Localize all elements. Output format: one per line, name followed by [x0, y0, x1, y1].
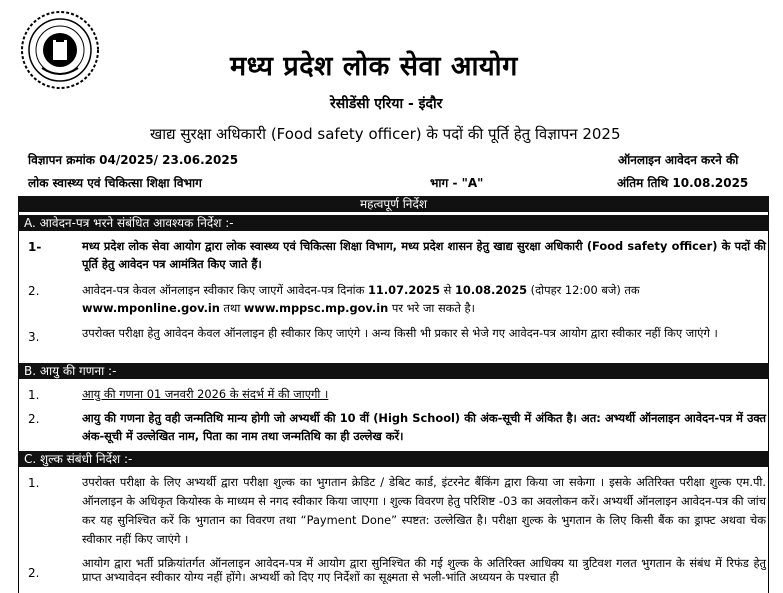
start-date: 11.07.2025: [367, 283, 441, 297]
important-instructions-heading: महत्वपूर्ण निर्देश: [18, 196, 769, 212]
ad-number: विज्ञापन क्रमांक 04/2025/ 23.06.2025: [28, 153, 239, 167]
left-border: [18, 196, 19, 593]
application-text: आवेदन-पत्र केवल ऑनलाइन स्वीकार किए जाएगें आवेदन-पत्र दिनांक: [82, 283, 365, 297]
time-text: (दोपहर 12:00 बजे) तक: [530, 283, 640, 297]
mponline-link[interactable]: www.mponline.gov.in: [82, 301, 220, 315]
item-number: 2.: [28, 284, 40, 298]
section-a-item-1: मध्य प्रदेश लोक सेवा आयोग द्वारा लोक स्वास्थ्य एवं चिकित्सा शिक्षा विभाग, मध्य प्रदेश शासन हेतु खाद्य सुरक्षा अधिकारी (Food safety officer) के पदों की पूर्ति हेतु आवेदन पत्र आमंत्रित किए जाते हैं।: [82, 239, 766, 271]
item-number: 1.: [28, 388, 40, 402]
last-date: अंतिम तिथि 10.08.2025: [617, 176, 749, 190]
advertisement-title: खाद्य सुरक्षा अधिकारी (Food safety officer) के पदों की पूर्ति हेतु विज्ञापन 2025: [150, 125, 621, 143]
item-number: 1-: [28, 240, 42, 254]
online-application-label: ऑनलाइन आवेदन करने की: [618, 153, 739, 167]
section-c-heading: C. शुल्क संबंधी निर्देश :-: [18, 451, 769, 467]
section-b-item-1: आयु की गणना 01 जनवरी 2026 के संदर्भ में की जाएगी ।: [82, 387, 329, 401]
section-a-item-2: [82, 281, 766, 317]
mppsc-emblem: [20, 10, 100, 90]
section-c-item-1: उपरोक्त परीक्षा के लिए अभ्यर्थी द्वारा परीक्षा शुल्क का भुगतान क्रेडिट / डेबिट कार्ड, इंटरनेट बैंकिंग द्वारा किया जा सकेगा । इसके अतिरिक्त परीक्षा शुल्क एम.पी. ऑनलाइन के अधिकृत कियोस्क के माध्यम से नगद स्वीकार किया जाएगा । शुल्क विवरण हेतु परिशिष्ट -03 का अवलोकन करें। अभ्यर्थी ऑनलाइन आवेदन-पत्र की जांच कर यह सुनिश्चित करें कि भुगतान का विवरण तथा “Payment Done” स्पष्टत: उल्लेखित है। परीक्षा शुल्क के भुगतान के लिए किसी बैंक का ड्राफ्ट अथवा चेक स्वीकार नहीं किए जाएंगे ।: [82, 475, 766, 546]
end-date: 10.08.2025: [454, 283, 528, 297]
commission-location: रेसीडेंसी एरिया - इंदौर: [330, 96, 443, 112]
fill-text: पर भरे जा सकते है।: [391, 301, 475, 315]
right-border: [768, 196, 769, 593]
mppsc-link[interactable]: www.mppsc.mp.gov.in: [243, 301, 389, 315]
item-number: 1.: [28, 476, 40, 490]
section-b-item-2: आयु की गणना हेतु वही जन्मतिथि मान्य होगी जो अभ्यर्थी की 10 वीं (High School) की अंक-सूची में अंकित है। अत: अभ्यर्थी ऑनलाइन आवेदन-पत्र में उक्त अंक-सूची में उल्लेखित नाम, पिता का नाम तथा जन्मतिथि का ही उल्लेख करें।: [82, 411, 766, 443]
item-number: 3.: [28, 330, 40, 344]
part-label: भाग - "A": [430, 176, 484, 190]
item-number: 2.: [28, 566, 40, 580]
item-number: 2.: [28, 412, 40, 426]
section-c-item-2: आयोग द्वारा भर्ती प्रक्रियांतर्गत ऑनलाइन आवेदन-पत्र में आयोग द्वारा सुनिश्चित की गई शुल्क के अतिरिक्त आधिक्य या त्रुटिवश गलत भुगतान के संबंध में रिफंड हेतु प्राप्त अभ्यावेदन स्वीकार योग्य नहीं होंगे। अभ्यर्थी को दिए गए निर्देशों का सूक्ष्मता से भली-भांति अध्ययन के पश्चात ही: [82, 556, 766, 584]
from-text: से: [443, 283, 452, 297]
commission-title: मध्य प्रदेश लोक सेवा आयोग: [230, 51, 518, 82]
section-a-heading: A. आवेदन-पत्र भरने संबंधित आवश्यक निर्देश :-: [18, 215, 769, 231]
and-text: तथा: [223, 301, 241, 315]
section-a-item-3: उपरोक्त परीक्षा हेतु आवेदन केवल ऑनलाइन ही स्वीकार किए जाएंगे । अन्य किसी भी प्रकार से भेजे गए आवेदन-पत्र आयोग द्वारा स्वीकार नहीं किए जाएंगे ।: [82, 326, 718, 340]
section-b-heading: B. आयु की गणना :-: [18, 363, 769, 379]
department-name: लोक स्वास्थ्य एवं चिकित्सा शिक्षा विभाग: [28, 176, 202, 190]
